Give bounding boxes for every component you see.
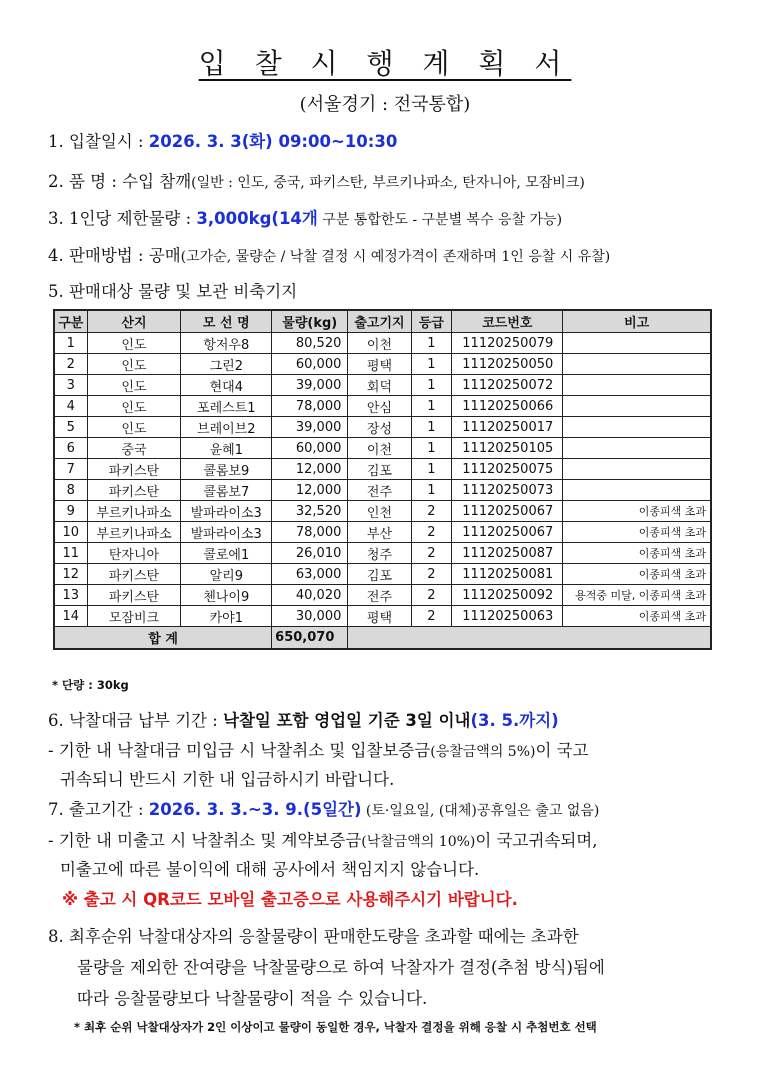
item-limit [48,205,562,229]
table-cell: 78,000 [272,396,348,417]
table-cell: 1 [411,354,452,375]
table-cell: 12,000 [272,459,348,480]
table-cell: 콜롬보7 [181,480,272,501]
table-row [54,585,711,606]
table-cell: 11120250087 [452,543,563,564]
item-bid-datetime [48,128,397,152]
table-cell: 이종피색 초과 [563,501,711,522]
table-cell: 부르키나파소 [87,522,181,543]
unit-note: * 단량 : 30kg [52,678,129,692]
table-row [54,438,711,459]
table-cell: 30,000 [272,606,348,627]
table-header-row [54,310,711,333]
table-cell: 전주 [348,585,411,606]
table-cell: 모잠비크 [87,606,181,627]
item-label: 4. 판매방법 : 공매 [48,246,181,265]
table-cell: 알리9 [181,564,272,585]
table-cell: 이천 [348,438,411,459]
table-cell: 11120250050 [452,354,563,375]
table-cell: 10 [54,522,87,543]
table-cell: 인도 [87,375,181,396]
table-cell [563,375,711,396]
table-row [54,333,711,354]
section-label: 6. 낙찰대금 납부 기간 : [48,711,224,730]
item-label: 1. 입찰일시 : [48,132,149,151]
table-cell: 파키스탄 [87,459,181,480]
section-6-line-2: 귀속되니 반드시 기한 내 입금하시기 바랍니다. [60,770,395,789]
table-cell [563,459,711,480]
table-cell: 11120250067 [452,522,563,543]
table-cell: 파키스탄 [87,564,181,585]
table-cell [563,438,711,459]
section-label: 7. 출고기간 : [48,800,149,819]
item-target-heading: 5. 판매대상 물량 및 보관 비축기지 [48,282,298,301]
table-cell: 7 [54,459,87,480]
text-span: (응찰금액의 5%) [430,744,536,760]
total-empty [348,627,711,650]
table-cell: 11120250067 [452,501,563,522]
limit-detail: 구분 통합한도 - 구분별 복수 응찰 가능) [317,212,563,228]
table-cell: 2 [411,606,452,627]
table-cell: 부르키나파소 [87,501,181,522]
table-cell: 60,000 [272,438,348,459]
table-cell [563,333,711,354]
limit-value: 3,000kg(14개 [196,209,318,228]
table-row [54,375,711,396]
table-cell: 12,000 [272,480,348,501]
lots-table [53,309,712,650]
section-8-line-2: 물량을 제외한 잔여량을 낙찰물량으로 하여 낙찰자가 결정(추첨 방식)됨에 [77,958,605,977]
total-row [54,627,711,650]
table-cell: 포레스트1 [181,396,272,417]
table-cell: 13 [54,585,87,606]
table-cell [563,354,711,375]
text-span: 이 국고귀속되며, [475,831,598,850]
item-sale-method [48,242,610,266]
table-cell: 1 [411,375,452,396]
table-cell: 39,000 [272,417,348,438]
column-header: 모 선 명 [181,310,272,333]
column-header: 비고 [563,310,711,333]
total-value: 650,070 [272,627,348,650]
table-cell: 2 [411,501,452,522]
table-cell: 김포 [348,459,411,480]
table-cell: 11120250081 [452,564,563,585]
table-row [54,564,711,585]
table-row [54,480,711,501]
table-cell: 1 [411,333,452,354]
table-cell: 2 [411,543,452,564]
table-cell: 1 [411,480,452,501]
table-cell: 3 [54,375,87,396]
table-cell: 5 [54,417,87,438]
table-cell: 2 [54,354,87,375]
table-cell: 11120250063 [452,606,563,627]
sale-method-detail: (고가순, 물량순 / 낙찰 결정 시 예정가격이 존재하며 1인 응찰 시 유찰) [180,249,611,265]
table-cell: 용적중 미달, 이종피색 초과 [563,585,711,606]
section-7-heading [48,796,599,820]
table-cell: 4 [54,396,87,417]
table-cell: 32,520 [272,501,348,522]
table-row [54,606,711,627]
section-8-line-3: 따라 응찰물량보다 낙찰물량이 적을 수 있습니다. [77,989,428,1008]
table-cell: 카야1 [181,606,272,627]
table-cell: 회덕 [348,375,411,396]
table-body [54,333,711,650]
table-row [54,522,711,543]
table-cell: 2 [411,522,452,543]
table-cell: 이종피색 초과 [563,543,711,564]
section-7-line-2: 미출고에 따른 불이익에 대해 공사에서 책임지지 않습니다. [60,860,480,879]
qr-notice: ※ 출고 시 QR코드 모바일 출고증으로 사용해주시기 바랍니다. [62,890,518,909]
table-cell: 1 [54,333,87,354]
column-header: 물량(kg) [272,310,348,333]
section-8-line-1: 8. 최후순위 낙찰대상자의 응찰물량이 판매한도량을 초과할 때에는 초과한 [48,927,579,946]
column-header: 등급 [411,310,452,333]
section-6-heading [48,707,559,731]
text-span: 이 국고 [535,741,589,760]
text-span: - 기한 내 낙찰대금 미입금 시 낙찰취소 및 입찰보증금 [48,741,431,760]
table-cell: 11120250066 [452,396,563,417]
table-cell [563,480,711,501]
table-cell: 2 [411,564,452,585]
table-cell: 11120250105 [452,438,563,459]
table-cell: 1 [411,438,452,459]
table-cell: 1 [411,417,452,438]
table-cell: 현대4 [181,375,272,396]
table-cell: 11120250072 [452,375,563,396]
table-cell: 2 [411,585,452,606]
table-cell: 11120250079 [452,333,563,354]
table-cell: 발파라이소3 [181,501,272,522]
table-cell: 인도 [87,354,181,375]
section-6-line-1 [48,737,589,761]
table-cell: 78,000 [272,522,348,543]
table-cell: 이종피색 초과 [563,606,711,627]
item-label: 3. 1인당 제한물량 : [48,209,197,228]
payment-deadline: 낙찰일 포함 영업일 기준 3일 이내 [223,711,471,730]
table-cell: 평택 [348,606,411,627]
table-row [54,543,711,564]
table-cell: 1 [411,459,452,480]
text-span: - 기한 내 미출고 시 낙찰취소 및 계약보증금 [48,831,362,850]
table-cell: 콜롬보9 [181,459,272,480]
table-cell: 발파라이소3 [181,522,272,543]
table-cell: 인천 [348,501,411,522]
table-cell: 장성 [348,417,411,438]
table-cell: 그린2 [181,354,272,375]
table-cell: 첸나이9 [181,585,272,606]
table-cell: 11120250075 [452,459,563,480]
table-cell: 항저우8 [181,333,272,354]
column-header: 구분 [54,310,87,333]
table-cell: 콜로에1 [181,543,272,564]
table-cell: 파키스탄 [87,585,181,606]
payment-date: (3. 5.까지) [470,711,559,730]
table-cell: 12 [54,564,87,585]
table-cell: 인도 [87,333,181,354]
table-cell: 인도 [87,396,181,417]
section-7-line-1 [48,827,597,851]
table-cell: 11 [54,543,87,564]
table-row [54,459,711,480]
product-origins: (일반 : 인도, 중국, 파키스탄, 부르키나파소, 탄자니아, 모잠비크) [191,175,585,191]
table-cell: 6 [54,438,87,459]
table-cell [563,417,711,438]
table-cell: 11120250017 [452,417,563,438]
table-cell: 11120250092 [452,585,563,606]
item-label: 2. 품 명 : 수입 참깨 [48,172,192,191]
table-cell: 이천 [348,333,411,354]
table-cell: 1 [411,396,452,417]
table-row [54,396,711,417]
table-cell: 김포 [348,564,411,585]
table-cell: 14 [54,606,87,627]
table-cell: 60,000 [272,354,348,375]
table-cell: 이종피색 초과 [563,564,711,585]
table-cell: 80,520 [272,333,348,354]
total-label: 합 계 [54,627,272,650]
table-cell: 40,020 [272,585,348,606]
release-period: 2026. 3. 3.~3. 9.(5일간) [148,800,362,819]
document-subtitle: (서울경기 : 전국통합) [299,94,471,115]
text-span: (낙찰금액의 10%) [361,834,476,850]
tie-break-footnote: * 최후 순위 낙찰대상자가 2인 이상이고 물량이 동일한 경우, 낙찰자 결정을 위해 응찰 시 추첨번호 선택 [74,1020,597,1034]
table-cell: 전주 [348,480,411,501]
table-cell: 8 [54,480,87,501]
table-cell: 63,000 [272,564,348,585]
column-header: 산지 [87,310,181,333]
table-cell: 파키스탄 [87,480,181,501]
item-product [48,168,585,192]
document-title: 입 찰 시 행 계 획 서 [198,47,572,80]
table-cell: 26,010 [272,543,348,564]
table-cell: 안심 [348,396,411,417]
table-cell: 윤혜1 [181,438,272,459]
table-cell: 중국 [87,438,181,459]
table-cell: 탄자니아 [87,543,181,564]
table-row [54,354,711,375]
column-header: 코드번호 [452,310,563,333]
table-cell: 이종피색 초과 [563,522,711,543]
table-cell: 11120250073 [452,480,563,501]
column-header: 출고기지 [348,310,411,333]
table-cell: 부산 [348,522,411,543]
release-detail: (토·일요일, (대체)공휴일은 출고 없음) [361,803,600,819]
table-row [54,417,711,438]
table-cell: 39,000 [272,375,348,396]
table-cell: 인도 [87,417,181,438]
table-cell: 9 [54,501,87,522]
table-cell: 브레이브2 [181,417,272,438]
table-cell: 평택 [348,354,411,375]
table-cell [563,396,711,417]
bid-datetime-value: 2026. 3. 3(화) 09:00~10:30 [148,132,398,151]
table-cell: 청주 [348,543,411,564]
table-row [54,501,711,522]
